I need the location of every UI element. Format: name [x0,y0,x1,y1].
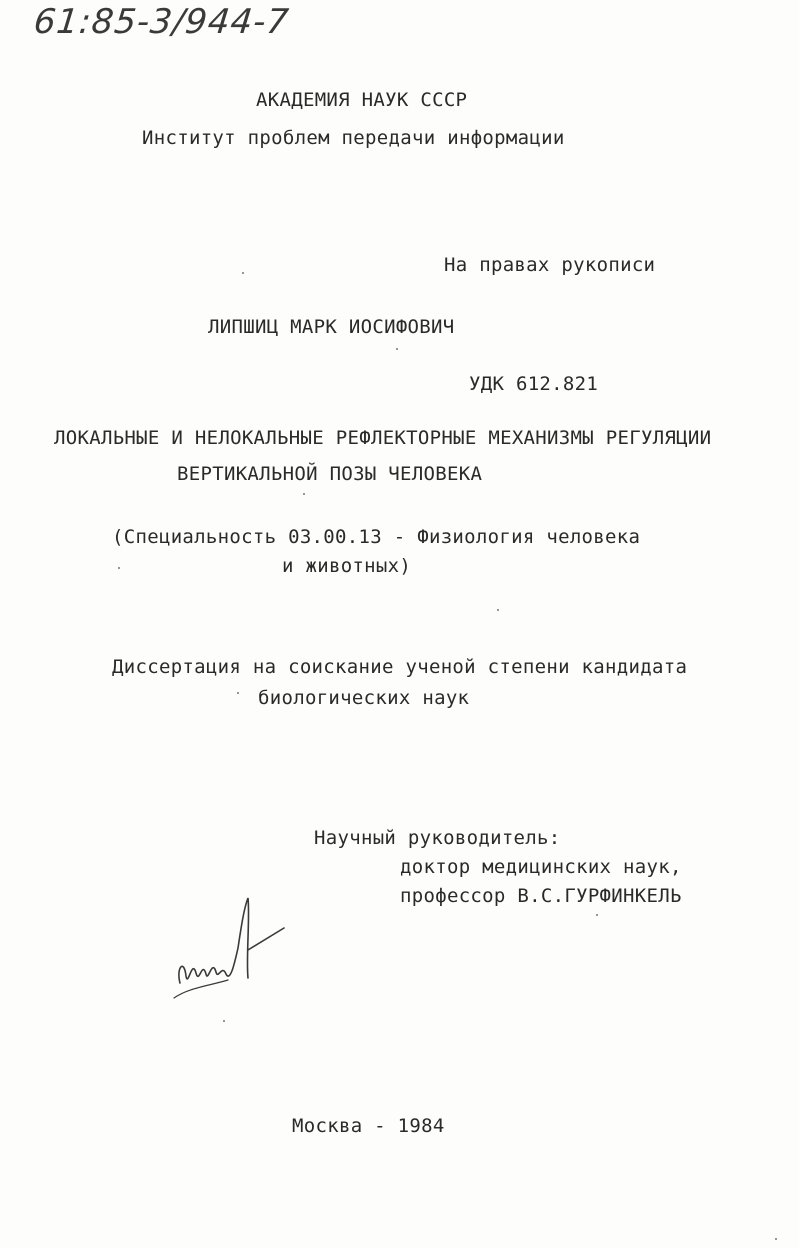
scan-speck [596,914,598,916]
supervisor-label: Научный руководитель: [314,827,561,849]
thesis-title-line-2: ВЕРТИКАЛЬНОЙ ПОЗЫ ЧЕЛОВЕКА [177,463,483,485]
scan-speck [118,567,120,569]
scan-speck [497,609,499,611]
place-and-year: Москва - 1984 [292,1115,445,1137]
author-name: ЛИПШИЦ МАРК ИОСИФОВИЧ [208,316,455,338]
signature-image [168,888,298,1018]
scan-speck [775,1238,777,1240]
institute-name: Институт проблем передачи информации [142,127,565,149]
scan-speck [396,348,398,350]
manuscript-rights: На правах рукописи [444,254,656,276]
scan-speck [223,1020,225,1022]
dissertation-line-1: Диссертация на соискание ученой степени кандидата [112,656,688,678]
scan-speck [237,692,239,694]
academy-name: АКАДЕМИЯ НАУК СССР [256,89,468,111]
supervisor-degree: доктор медицинских наук, [400,856,682,878]
scan-speck [242,272,244,274]
handwritten-archive-number: 61:85-3/944-7 [31,2,292,42]
scan-speck [303,493,305,495]
specialty-line-1: (Специальность 03.00.13 - Физиология человека [112,526,641,548]
udc-code: УДК 612.821 [469,373,599,395]
supervisor-name: профессор В.С.ГУРФИНКЕЛЬ [400,885,682,907]
dissertation-line-2: биологических наук [258,687,470,709]
thesis-title-line-1: ЛОКАЛЬНЫЕ И НЕЛОКАЛЬНЫЕ РЕФЛЕКТОРНЫЕ МЕХАНИЗМЫ РЕГУЛЯЦИИ [54,427,712,449]
specialty-line-2: и животных) [282,555,412,577]
